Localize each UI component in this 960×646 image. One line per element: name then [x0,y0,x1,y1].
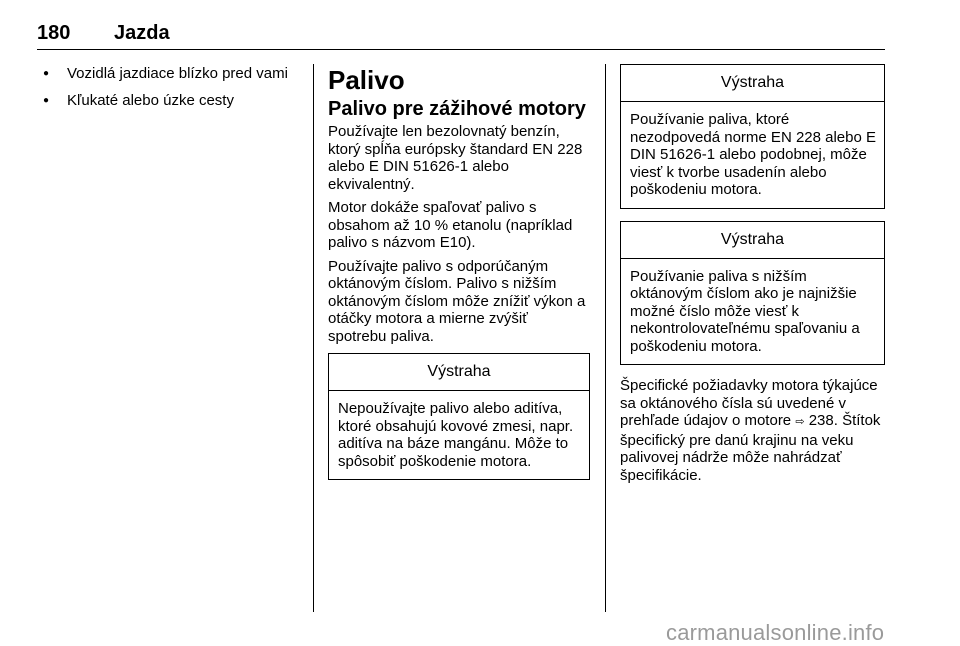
warning-text: Používanie paliva, ktoré nezodpovedá norme EN 228 alebo E DIN 51626-1 alebo podobnej, môže viesť k tvorbe usadenín alebo poškodeniu motora. [630,111,877,198]
warning-text: Nepoužívajte palivo alebo aditíva, ktoré obsahujú kovové zmesi, napr. aditíva na báze mangánu. Môže to spôsobiť poškodenie motora. [338,400,574,470]
header-rule [37,49,885,50]
octane-paragraph [620,377,885,484]
page-reference-arrow-icon[interactable]: ⇨ [795,416,805,428]
warning-box [620,64,885,209]
warning-title: Výstraha [621,65,884,102]
warning-box [328,353,590,480]
octane-text-continued: 238. Štítok špecifický pre danú krajinu na veku palivovej nádrže môže nahrádzať špecifikácie. [620,412,881,484]
paragraph: Používajte len bezolovnatý benzín, ktorý spĺňa európsky štandard EN 228 alebo E DIN 51626-1 alebo ekvivalentný. [328,123,583,193]
warning-title: Výstraha [329,354,589,391]
warning-text: Používanie paliva s nižším oktánovým číslom ako je najnižšie možné číslo môže viesť k nekontrolovateľnému spaľovaniu a poškodeniu motora. [630,267,860,355]
bullet-item: ● Kľukaté alebo úzke cesty [37,91,302,111]
gasoline-subheading: Palivo pre zážihové motory [328,98,586,120]
section-title: Jazda [114,22,170,44]
watermark: carmanualsonline.info [666,620,885,645]
column-left [37,64,302,118]
page-number: 180 [37,22,71,44]
octane-text: Špecifické požiadavky motora týkajúce sa oktánového čísla sú uvedené v prehľade údajov o motore [620,377,878,429]
paragraph: Motor dokáže spaľovať palivo s obsahom až 10 % etanolu (napríklad palivo s názvom E10). [328,199,573,251]
page-header [0,0,960,52]
column-divider-1 [313,64,314,612]
bullet-item: ● Vozidlá jazdiace blízko pred vami [37,64,302,84]
paragraph: Používajte palivo s odporúčaným oktánovým číslom. Palivo s nižším oktánovým číslom môže znížiť výkon a otáčky motora a mierne zvýšiť spotrebu paliva. [328,257,586,345]
column-middle [328,64,590,492]
bullet-list [37,64,302,111]
column-divider-2 [605,64,606,612]
warning-box [620,221,885,366]
column-right [620,64,885,490]
warning-title: Výstraha [621,222,884,259]
fuel-heading: Palivo [328,65,405,95]
